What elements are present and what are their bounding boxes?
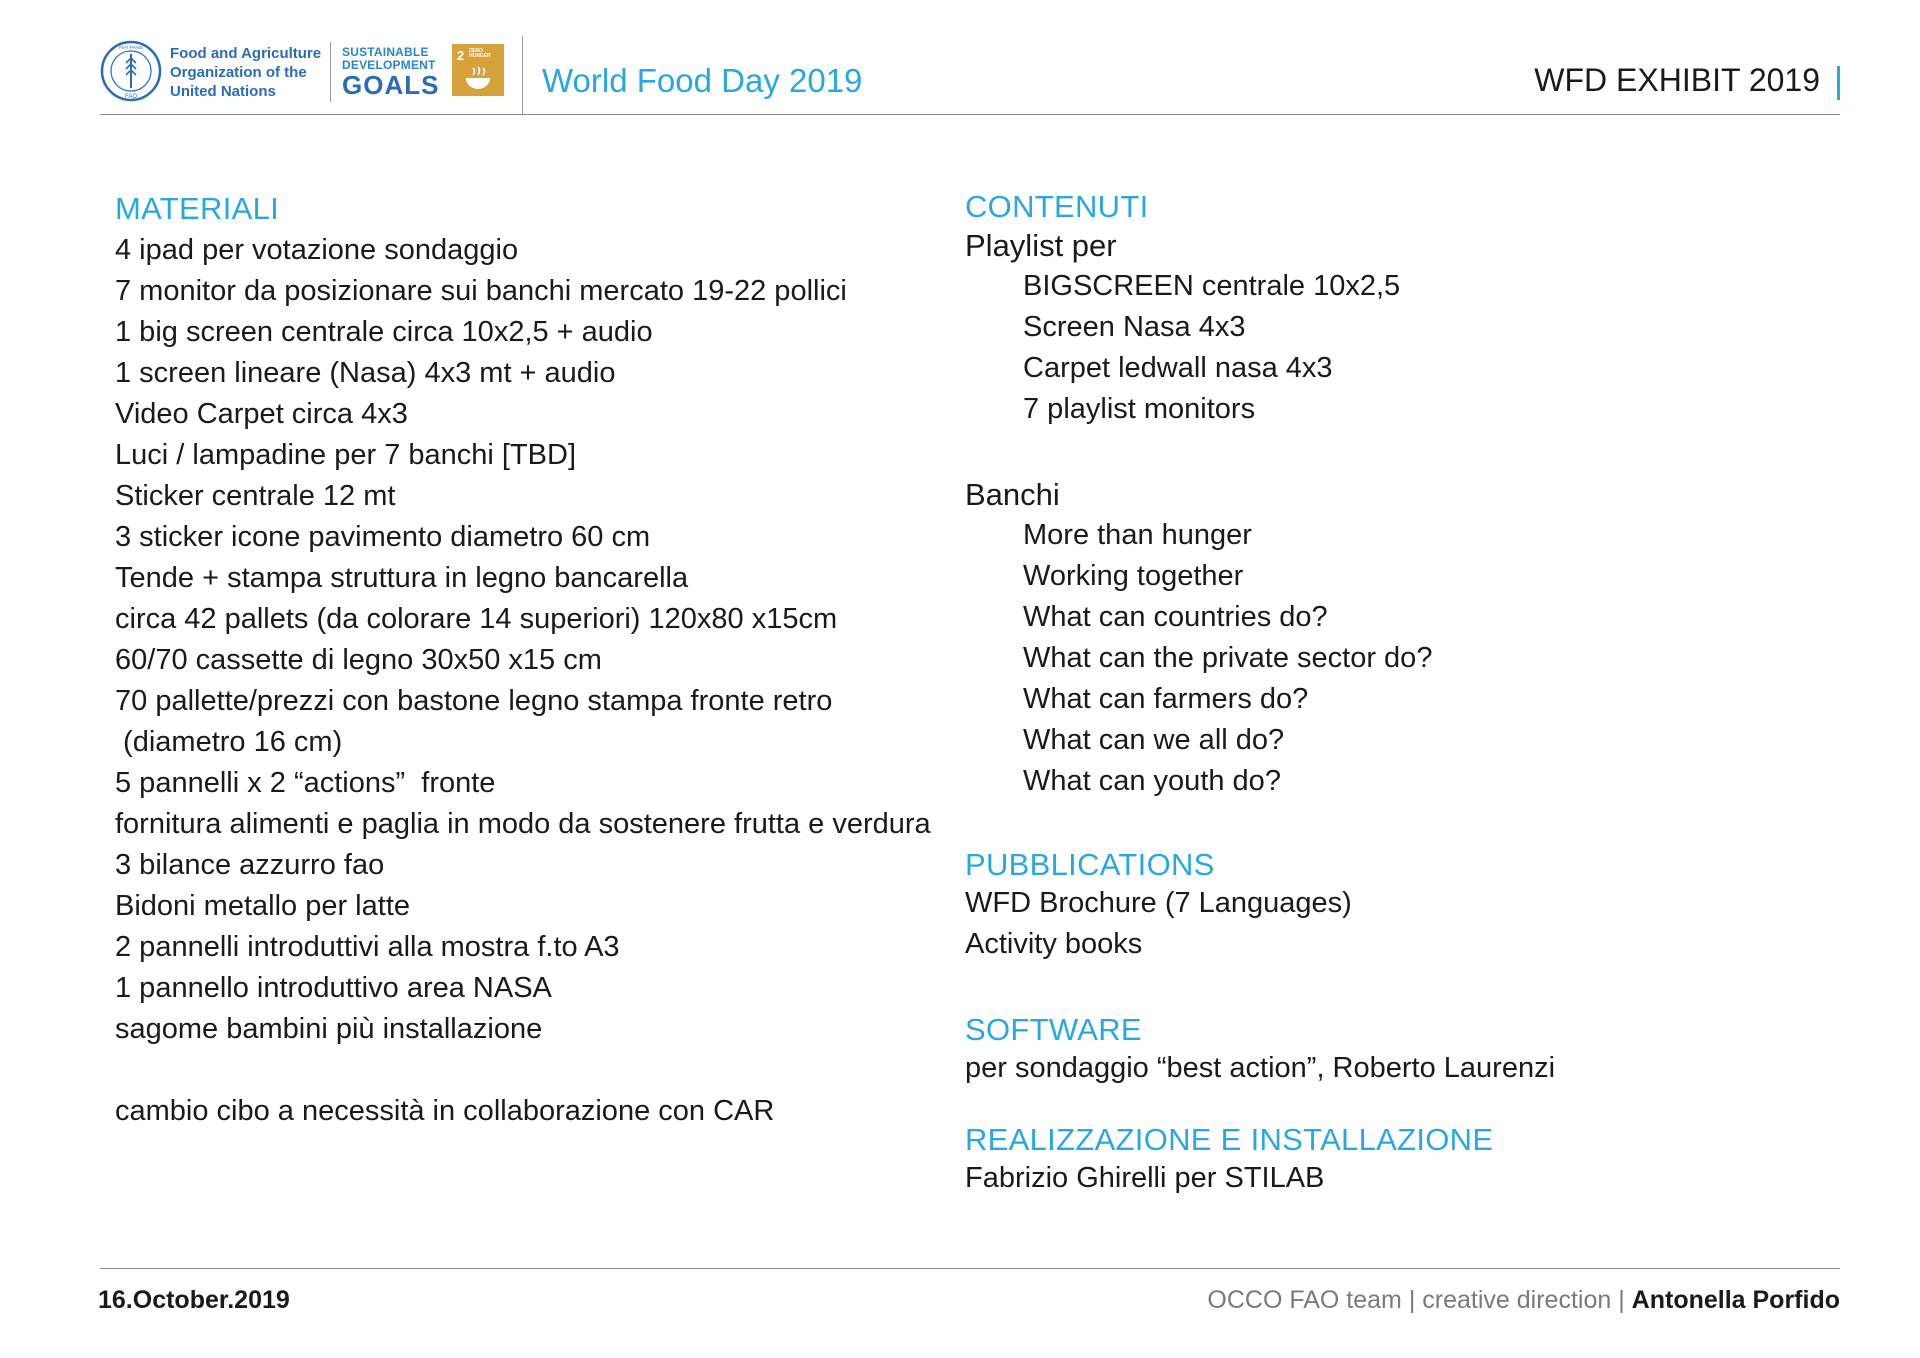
publications-section	[965, 846, 1555, 965]
fao-name-line: Food and Agriculture	[170, 45, 322, 62]
sdg-badge-number: 2	[457, 48, 465, 63]
playlist-item: Screen Nasa 4x3	[1023, 311, 1246, 343]
materiali-item: Bidoni metallo per latte	[115, 890, 410, 922]
footer-separator: |	[1408, 1286, 1416, 1314]
realizzazione-section	[965, 1121, 1555, 1199]
materiali-item: 70 pallette/prezzi con bastone legno stampa fronte retro	[115, 685, 833, 717]
materiali-item: 4 ipad per votazione sondaggio	[115, 234, 519, 266]
realizzazione-item: Fabrizio Ghirelli per STILAB	[965, 1162, 1325, 1194]
software-heading: SOFTWARE	[965, 1012, 1142, 1047]
banchi-item: Working together	[1023, 560, 1244, 592]
sdg-line-2: DEVELOPMENT	[342, 58, 436, 72]
banchi-item: What can we all do?	[1023, 724, 1285, 756]
footer-separator: |	[1618, 1286, 1625, 1314]
contenuti-section	[965, 188, 1555, 802]
fao-logo-icon	[100, 40, 162, 102]
bowl-icon	[464, 64, 492, 92]
footer-rule	[100, 1268, 1840, 1269]
header-divider	[330, 42, 331, 102]
playlist-title: Playlist per	[965, 228, 1117, 263]
materiali-item: Sticker centrale 12 mt	[115, 480, 396, 512]
header-rule	[100, 114, 1840, 115]
fao-name-line: United Nations	[170, 83, 276, 100]
fao-emblem-motto: FIAT PANIS	[119, 45, 143, 50]
sdg-goals: GOALS	[342, 70, 440, 100]
right-column	[965, 188, 1555, 1199]
materiali-item: (diametro 16 cm)	[115, 726, 343, 758]
fao-name-line: Organization of the	[170, 64, 307, 81]
sdg-logo	[342, 46, 439, 98]
software-section	[965, 1011, 1555, 1089]
sdg-zero-hunger-badge	[452, 44, 504, 96]
materiali-item: 60/70 cassette di legno 30x50 x15 cm	[115, 644, 602, 676]
materiali-item: 3 bilance azzurro fao	[115, 849, 385, 881]
contenuti-heading: CONTENUTI	[965, 189, 1149, 224]
materiali-item: 7 monitor da posizionare sui banchi mercato 19-22 pollici	[115, 275, 847, 307]
materiali-note: cambio cibo a necessità in collaborazione con CAR	[115, 1095, 775, 1127]
materiali-item: Tende + stampa struttura in legno bancarella	[115, 562, 689, 594]
materiali-item: 3 sticker icone pavimento diametro 60 cm	[115, 521, 651, 553]
fao-emblem-letters: FAO	[124, 94, 138, 100]
banchi-item: What can farmers do?	[1023, 683, 1309, 715]
banchi-item: What can countries do?	[1023, 601, 1328, 633]
materiali-item: Luci / lampadine per 7 banchi [TBD]	[115, 439, 577, 471]
materiali-item: 1 screen lineare (Nasa) 4x3 mt + audio	[115, 357, 616, 389]
materiali-item: sagome bambini più installazione	[115, 1013, 543, 1045]
materiali-heading: MATERIALI	[115, 191, 280, 226]
exhibit-accent-bar	[1837, 66, 1840, 100]
page-header	[100, 36, 1840, 116]
materiali-item: fornitura alimenti e paglia in modo da sostenere frutta e verdura	[115, 808, 931, 840]
footer-team: OCCO FAO team	[1207, 1286, 1402, 1314]
footer-role: creative direction	[1422, 1286, 1612, 1314]
materiali-item: 2 pannelli introduttivi alla mostra f.to A3	[115, 931, 620, 963]
sdg-badge-text: ZERO HUNGER	[469, 48, 491, 59]
exhibit-label: WFD EXHIBIT 2019	[1534, 62, 1820, 98]
header-divider	[522, 36, 523, 114]
banchi-item: What can youth do?	[1023, 765, 1281, 797]
event-title: World Food Day 2019	[542, 62, 863, 99]
materiali-item: 1 pannello introduttivo area NASA	[115, 972, 552, 1004]
banchi-title: Banchi	[965, 477, 1060, 512]
playlist-item: BIGSCREEN centrale 10x2,5	[1023, 270, 1401, 302]
fao-name	[170, 44, 321, 101]
sdg-line-1: SUSTAINABLE	[342, 45, 429, 59]
publication-item: WFD Brochure (7 Languages)	[965, 887, 1352, 919]
banchi-item: More than hunger	[1023, 519, 1252, 551]
footer-date: 16.October.2019	[98, 1286, 290, 1314]
materiali-item: 1 big screen centrale circa 10x2,5 + audio	[115, 316, 653, 348]
banchi-item: What can the private sector do?	[1023, 642, 1433, 674]
materiali-item: circa 42 pallets (da colorare 14 superiori) 120x80 x15cm	[115, 603, 838, 635]
publications-heading: PUBBLICATIONS	[965, 847, 1215, 882]
publication-item: Activity books	[965, 928, 1143, 960]
footer-credits	[1207, 1286, 1840, 1315]
realizzazione-heading: REALIZZAZIONE E INSTALLAZIONE	[965, 1122, 1494, 1157]
materiali-item: 5 pannelli x 2 “actions” fronte	[115, 767, 496, 799]
playlist-item: 7 playlist monitors	[1023, 393, 1256, 425]
materiali-section	[115, 190, 931, 1132]
software-item: per sondaggio “best action”, Roberto Laurenzi	[965, 1052, 1556, 1084]
playlist-item: Carpet ledwall nasa 4x3	[1023, 352, 1333, 384]
materiali-item: Video Carpet circa 4x3	[115, 398, 408, 430]
footer-author: Antonella Porfido	[1631, 1286, 1840, 1314]
